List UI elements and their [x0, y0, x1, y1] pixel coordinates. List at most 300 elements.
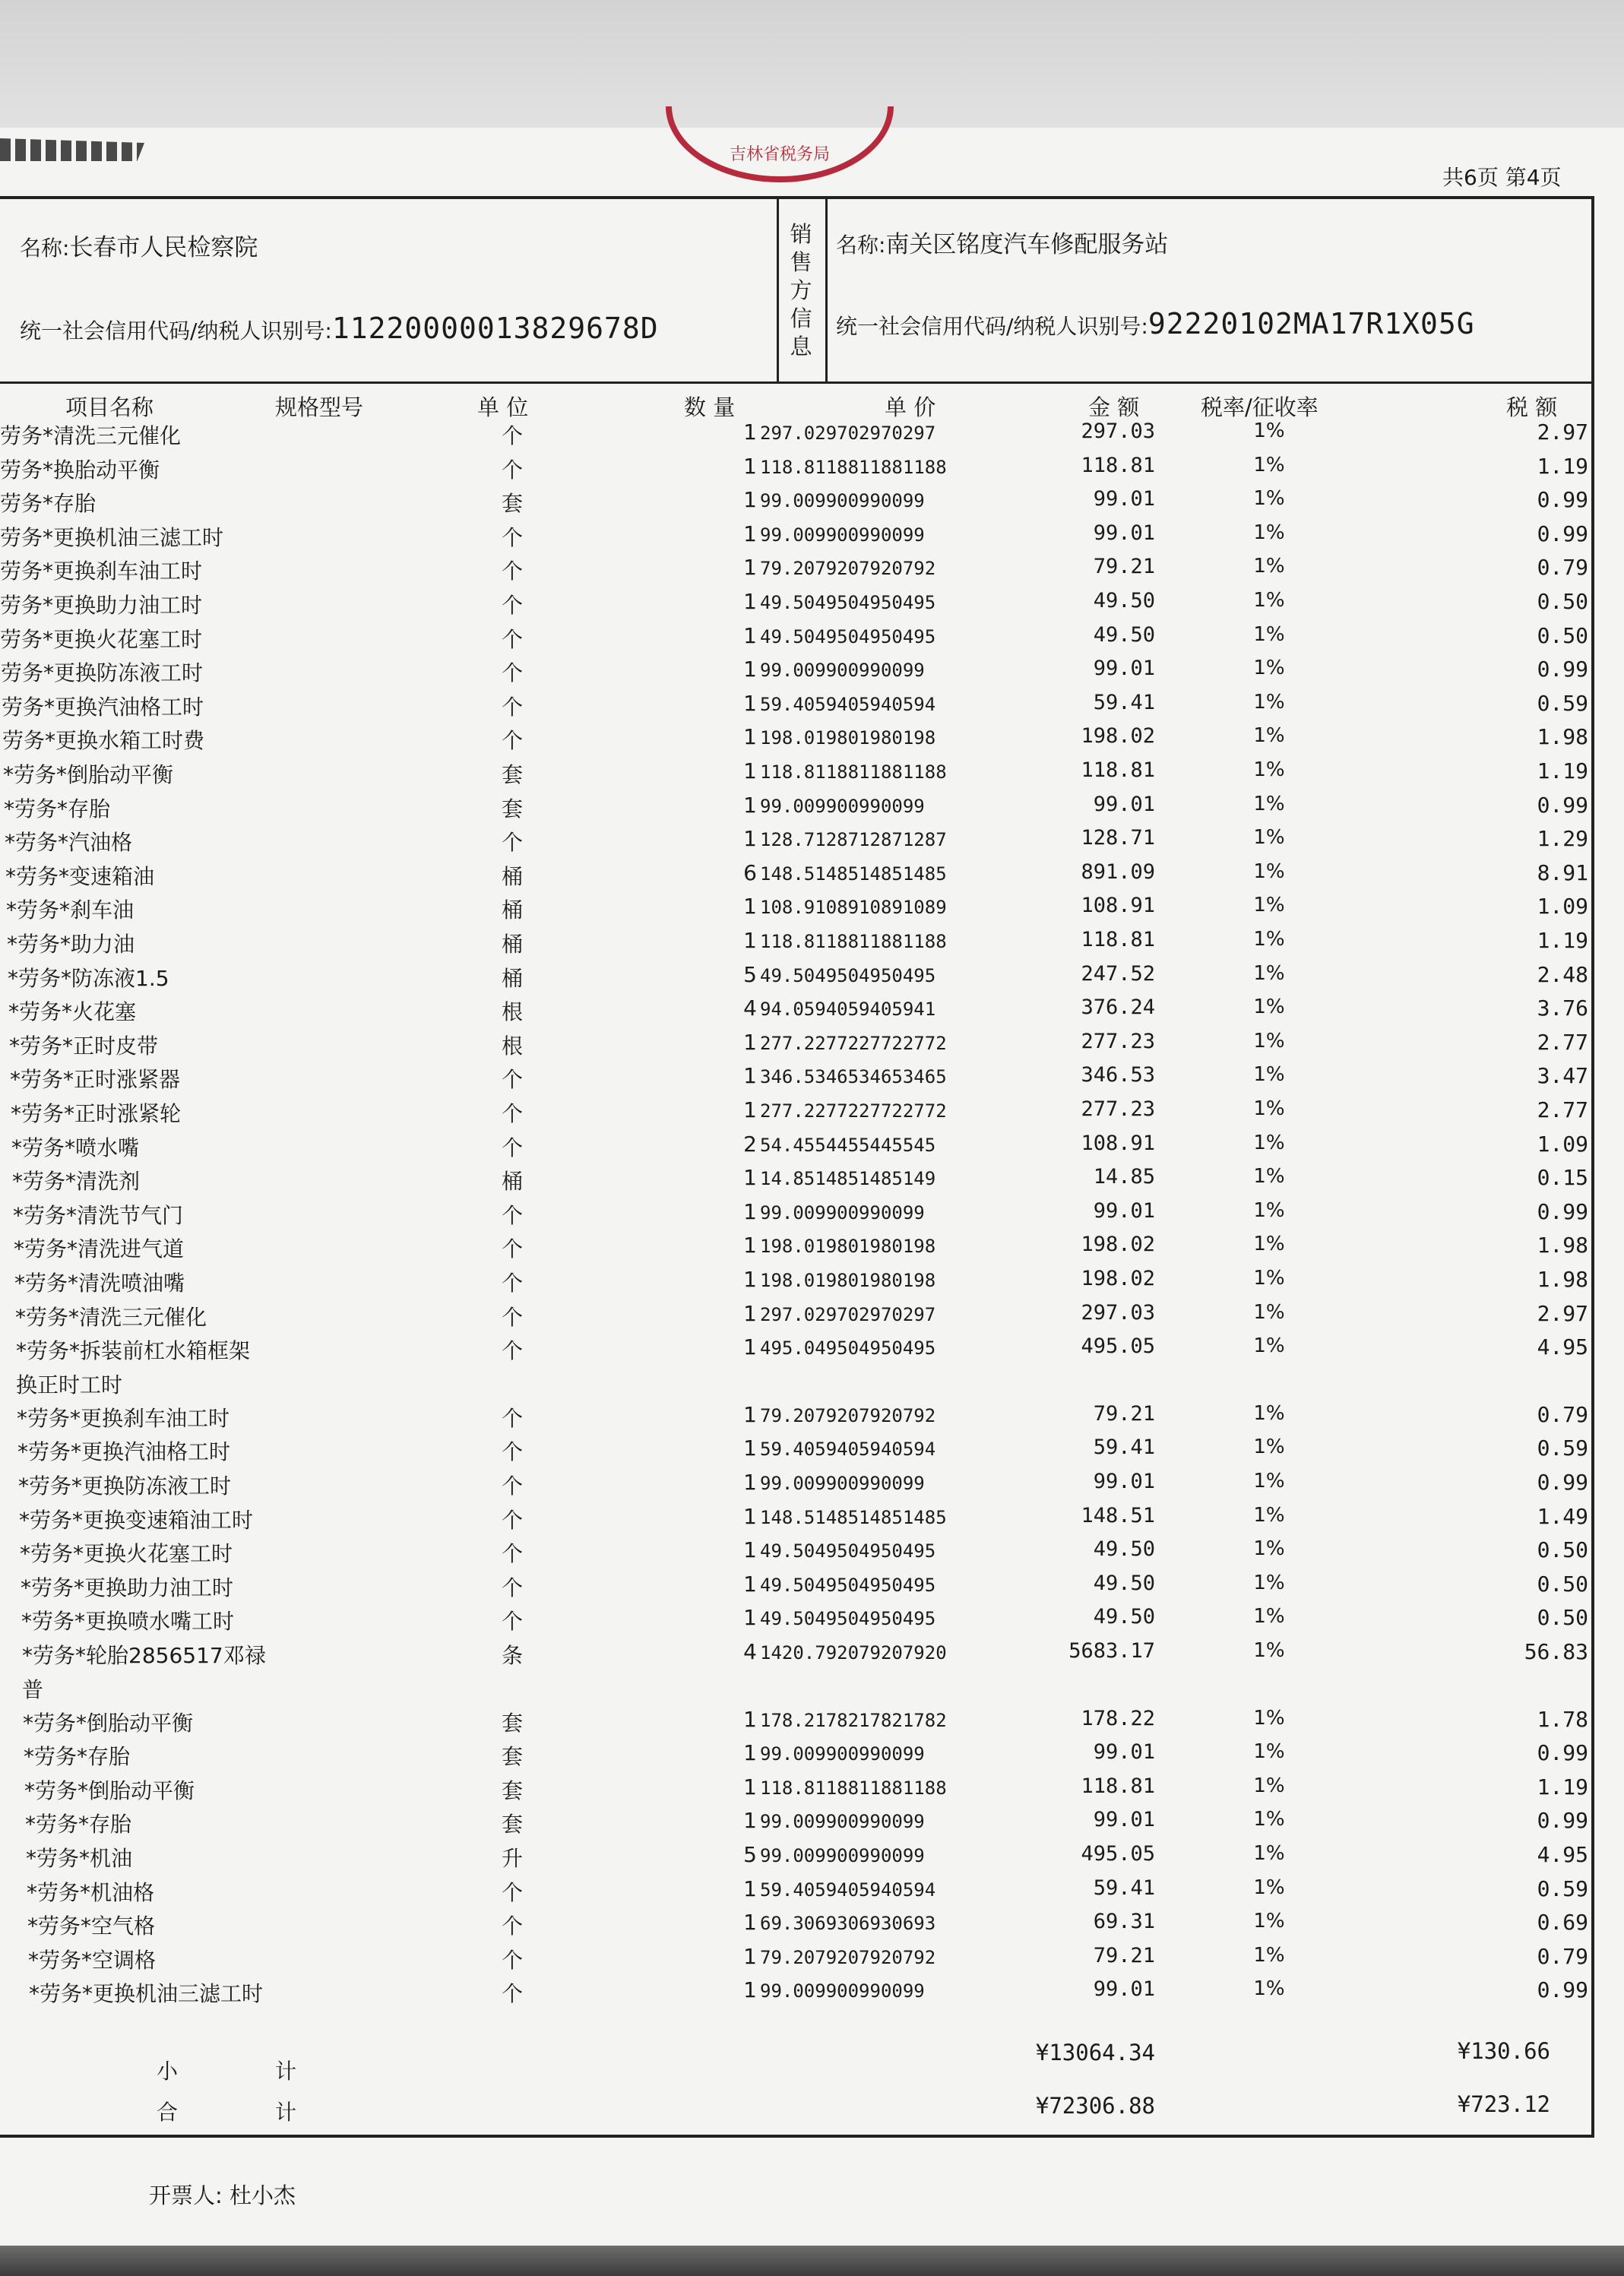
item-qty: 1: [743, 657, 757, 682]
item-unit: 个: [502, 1439, 524, 1464]
item-tax: 2.97: [1537, 419, 1588, 445]
table-row: [0, 1301, 1624, 1334]
item-qty: 1: [743, 1944, 757, 1969]
item-rate: 1%: [1253, 1572, 1285, 1594]
item-tax: 1.29: [1537, 826, 1588, 851]
issuer-name: 杜小杰: [230, 2183, 296, 2208]
table-row: [0, 826, 1624, 859]
item-qty: 1: [743, 1504, 757, 1529]
subtotal-tax: ¥130.66: [1457, 2038, 1550, 2064]
item-price: 118.8118811881188: [760, 761, 947, 783]
item-amount: 297.03: [1081, 419, 1155, 443]
item-unit: 个: [502, 1981, 524, 2006]
item-tax: 0.59: [1537, 691, 1588, 716]
table-row: [0, 1639, 1624, 1673]
item-amount: 247.52: [1081, 962, 1155, 986]
item-price: 79.2079207920792: [760, 558, 936, 579]
item-price: 49.5049504950495: [760, 965, 936, 986]
item-price: 99.009900990099: [760, 1473, 925, 1494]
item-qty: 1: [743, 826, 757, 851]
item-qty: 1: [743, 623, 757, 648]
table-row: [0, 657, 1624, 690]
item-amount: 108.91: [1081, 894, 1155, 917]
item-tax: 0.59: [1537, 1876, 1588, 1901]
item-name: 劳务*更换汽油格工时: [2, 695, 204, 720]
item-price: 99.009900990099: [760, 1202, 925, 1223]
item-rate: 1%: [1253, 1707, 1285, 1730]
item-unit: 个: [502, 1880, 524, 1905]
item-tax: 0.50: [1537, 1537, 1588, 1562]
item-amount: 99.01: [1093, 1470, 1155, 1493]
item-price: 1420.792079207920: [760, 1642, 947, 1663]
table-row: [0, 521, 1624, 555]
item-rate: 1%: [1253, 1876, 1285, 1899]
item-price: 99.009900990099: [760, 490, 925, 511]
item-tax: 1.49: [1537, 1504, 1588, 1529]
col-header-unit: 单 位: [477, 394, 529, 420]
item-rate: 1%: [1253, 1639, 1285, 1662]
item-name: *劳务*空气格: [27, 1914, 156, 1939]
item-rate: 1%: [1253, 589, 1285, 612]
table-row: [0, 724, 1624, 758]
item-rate: 1%: [1253, 1199, 1285, 1222]
table-row: [0, 555, 1624, 588]
item-unit: 套: [502, 491, 524, 516]
total-tax: ¥723.12: [1457, 2091, 1550, 2117]
item-unit: 个: [502, 1575, 524, 1600]
item-qty: 1: [743, 1199, 757, 1224]
table-surface-edge: [0, 2246, 1624, 2276]
item-name: *劳务*更换喷水嘴工时: [21, 1609, 235, 1634]
item-qty: 1: [743, 1605, 757, 1630]
item-tax: 2.97: [1537, 1301, 1588, 1326]
item-unit: 个: [502, 1305, 524, 1330]
item-price: 99.009900990099: [760, 660, 925, 681]
item-qty: 4: [743, 1639, 757, 1664]
item-qty: 1: [743, 691, 757, 716]
item-qty: 1: [743, 1740, 757, 1765]
item-qty: 1: [743, 894, 757, 919]
item-amount: 99.01: [1093, 657, 1155, 680]
item-unit: 个: [502, 627, 524, 652]
total-amount: ¥72306.88: [1035, 2093, 1155, 2119]
item-name: 劳务*换胎动平衡: [0, 457, 160, 483]
item-name: 劳务*更换机油三滤工时: [0, 525, 224, 550]
item-tax: 0.99: [1537, 1740, 1588, 1765]
item-amount: 99.01: [1093, 1740, 1155, 1764]
seller-side-label: 销 售 方 信 息: [790, 221, 812, 359]
seller-name: 南关区铭度汽车修配服务站: [885, 231, 1169, 258]
item-qty: 1: [743, 1097, 757, 1122]
table-row: [0, 1605, 1624, 1638]
item-tax: 1.98: [1537, 1233, 1588, 1258]
item-amount: 49.50: [1093, 589, 1155, 613]
table-row: [0, 1470, 1624, 1503]
item-price: 99.009900990099: [760, 1980, 925, 2002]
item-qty: 1: [743, 1334, 757, 1360]
item-name: *劳务*更换刹车油工时: [17, 1406, 230, 1431]
item-price: 198.019801980198: [760, 1270, 936, 1291]
item-qty: 1: [743, 589, 757, 614]
item-tax: 0.99: [1537, 1470, 1588, 1495]
item-tax: 0.99: [1537, 521, 1588, 546]
item-price: 118.8118811881188: [760, 931, 947, 952]
item-price: 198.019801980198: [760, 727, 936, 749]
item-unit: 个: [502, 525, 524, 550]
item-name: *劳务*清洗节气门: [13, 1203, 184, 1228]
item-tax: 0.15: [1537, 1165, 1588, 1190]
item-tax: 1.98: [1537, 1267, 1588, 1292]
item-name: *劳务*更换助力油工时: [21, 1575, 234, 1600]
item-price: 148.5148514851485: [760, 863, 947, 885]
table-row: [0, 793, 1624, 826]
item-amount: 14.85: [1093, 1165, 1155, 1189]
item-amount: 99.01: [1093, 1808, 1155, 1831]
item-amount: 99.01: [1093, 521, 1155, 545]
table-row: [0, 419, 1624, 453]
item-qty: 1: [743, 555, 757, 580]
item-price: 54.4554455445545: [760, 1135, 936, 1156]
item-price: 198.019801980198: [760, 1236, 936, 1257]
party-divider-v1: [777, 198, 779, 383]
item-amount: 108.91: [1081, 1132, 1155, 1155]
item-qty: 1: [743, 419, 757, 445]
seller-code-line: 统一社会信用代码/纳税人识别号:92220102MA17R1X05G: [836, 307, 1475, 340]
table-row: [0, 1774, 1624, 1808]
table-row: [0, 691, 1624, 724]
item-amount: 198.02: [1081, 724, 1155, 748]
item-qty: 1: [743, 1876, 757, 1901]
item-qty: 1: [743, 1774, 757, 1800]
item-name: 劳务*更换水箱工时费: [2, 728, 205, 753]
item-name: *劳务*存胎: [4, 796, 111, 821]
item-qty: 1: [743, 521, 757, 546]
buyer-name: 长春市人民检察院: [69, 234, 258, 261]
item-qty: 1: [743, 758, 757, 783]
table-row: [0, 487, 1624, 521]
item-tax: 56.83: [1524, 1639, 1588, 1664]
item-name: *劳务*清洗剂: [12, 1169, 141, 1194]
item-rate: 1%: [1253, 1740, 1285, 1763]
item-rate: 1%: [1253, 1470, 1285, 1493]
col-header-rate: 税率/征收率: [1201, 394, 1319, 420]
item-price: 99.009900990099: [760, 1811, 925, 1832]
table-row: [0, 1537, 1624, 1571]
party-divider-v2: [825, 198, 828, 383]
item-name: 劳务*更换防冻液工时: [1, 660, 204, 685]
item-amount: 198.02: [1081, 1233, 1155, 1256]
item-price: 79.2079207920792: [760, 1947, 936, 1968]
item-unit: 个: [502, 559, 524, 584]
item-qty: 1: [743, 487, 757, 512]
item-amount: 99.01: [1093, 1199, 1155, 1223]
item-tax: 1.09: [1537, 894, 1588, 919]
item-price: 297.029702970297: [760, 423, 936, 444]
table-row: [0, 1132, 1624, 1165]
item-tax: 2.48: [1537, 962, 1588, 987]
item-rate: 1%: [1253, 1402, 1285, 1425]
item-price: 495.049504950495: [760, 1337, 936, 1359]
item-unit: 个: [502, 1609, 524, 1634]
item-amount: 277.23: [1081, 1030, 1155, 1053]
item-rate: 1%: [1253, 1504, 1285, 1527]
item-name: *劳务*更换机油三滤工时: [29, 1981, 264, 2006]
item-amount: 376.24: [1081, 996, 1155, 1019]
item-name: 劳务*更换火花塞工时: [0, 627, 203, 652]
item-unit: 个: [502, 1948, 524, 1973]
table-row: [0, 1402, 1624, 1436]
item-rate: 1%: [1253, 623, 1285, 646]
table-row: [0, 1910, 1624, 1943]
item-unit: 套: [502, 1744, 524, 1769]
item-name: *劳务*更换变速箱油工时: [19, 1508, 254, 1533]
item-tax: 1.09: [1537, 1132, 1588, 1157]
table-row: [0, 1876, 1624, 1910]
item-amount: 99.01: [1093, 793, 1155, 816]
item-name-continued: 换正时工时: [16, 1372, 123, 1398]
item-unit: 个: [502, 1338, 524, 1363]
item-qty: 1: [743, 1707, 757, 1732]
col-header-qty: 数 量: [684, 394, 736, 420]
item-rate: 1%: [1253, 928, 1285, 951]
item-price: 59.4059405940594: [760, 1439, 936, 1460]
item-unit: 桶: [502, 897, 524, 923]
item-unit: 根: [502, 1034, 524, 1059]
table-row: [0, 928, 1624, 961]
item-rate: 1%: [1253, 1808, 1285, 1831]
item-price: 128.7128712871287: [760, 829, 947, 850]
item-rate: 1%: [1253, 996, 1285, 1018]
item-name: *劳务*火花塞: [8, 999, 137, 1024]
item-unit: 个: [502, 1508, 524, 1533]
item-amount: 118.81: [1081, 454, 1155, 477]
item-unit: 桶: [502, 1169, 524, 1194]
item-name: *劳务*倒胎动平衡: [24, 1778, 195, 1803]
seal-text: 吉林省税务局: [729, 145, 830, 164]
item-rate: 1%: [1253, 487, 1285, 510]
item-amount: 891.09: [1081, 860, 1155, 884]
table-row: [0, 1740, 1624, 1774]
item-amount: 49.50: [1093, 1572, 1155, 1595]
item-price: 99.009900990099: [760, 1845, 925, 1866]
item-unit: 套: [502, 796, 524, 821]
item-unit: 个: [502, 1135, 524, 1160]
table-row: [0, 894, 1624, 927]
item-qty: 1: [743, 454, 757, 479]
item-name: *劳务*刹车油: [6, 897, 135, 923]
issuer-label: 开票人:: [149, 2183, 223, 2208]
item-amount: 128.71: [1081, 826, 1155, 850]
item-tax: 8.91: [1537, 860, 1588, 885]
item-tax: 0.69: [1537, 1910, 1588, 1935]
item-rate: 1%: [1253, 1910, 1285, 1933]
table-row: [0, 1504, 1624, 1537]
item-unit: 桶: [502, 932, 524, 957]
item-unit: 个: [502, 1236, 524, 1261]
issuer-line: [149, 2179, 296, 2210]
table-row: [0, 1334, 1624, 1368]
item-qty: 1: [743, 793, 757, 818]
item-rate: 1%: [1253, 521, 1285, 544]
table-row: [0, 758, 1624, 792]
item-price: 346.5346534653465: [760, 1066, 947, 1087]
item-amount: 178.22: [1081, 1707, 1155, 1730]
item-name: *劳务*汽油格: [5, 830, 133, 855]
item-tax: 1.19: [1537, 454, 1588, 479]
item-amount: 5683.17: [1068, 1639, 1155, 1663]
item-price: 14.8514851485149: [760, 1168, 936, 1189]
item-qty: 1: [743, 1402, 757, 1427]
item-tax: 0.99: [1537, 487, 1588, 512]
item-tax: 0.50: [1537, 589, 1588, 614]
item-tax: 0.79: [1537, 1944, 1588, 1969]
table-row: [0, 1165, 1624, 1198]
table-row: [0, 1030, 1624, 1063]
item-name: *劳务*存胎: [24, 1744, 131, 1769]
col-header-item: 项目名称: [65, 394, 154, 420]
item-name: *劳务*助力油: [7, 932, 135, 957]
item-price: 297.029702970297: [760, 1304, 936, 1325]
item-price: 49.5049504950495: [760, 592, 936, 613]
item-amount: 79.21: [1093, 1944, 1155, 1967]
item-amount: 118.81: [1081, 1774, 1155, 1798]
item-unit: 个: [502, 1101, 524, 1126]
item-amount: 49.50: [1093, 623, 1155, 647]
item-rate: 1%: [1253, 1842, 1285, 1865]
item-unit: 条: [502, 1643, 524, 1668]
item-qty: 1: [743, 1470, 757, 1495]
item-price: 277.2277227722772: [760, 1100, 947, 1122]
item-amount: 277.23: [1081, 1097, 1155, 1121]
item-tax: 0.50: [1537, 623, 1588, 648]
item-rate: 1%: [1253, 1233, 1285, 1255]
item-qty: 1: [743, 1436, 757, 1461]
total-label-b: 计: [275, 2100, 297, 2125]
item-price: 277.2277227722772: [760, 1033, 947, 1054]
item-amount: 99.01: [1093, 1977, 1155, 2001]
item-amount: 69.31: [1093, 1910, 1155, 1933]
item-price: 94.0594059405941: [760, 999, 936, 1020]
col-header-price: 单 价: [885, 394, 936, 420]
item-price: 108.9108910891089: [760, 897, 947, 918]
item-rate: 1%: [1253, 1097, 1285, 1120]
buyer-name-line: 名称:长春市人民检察院: [20, 234, 258, 261]
item-tax: 3.76: [1537, 996, 1588, 1021]
item-name: *劳务*清洗进气道: [14, 1236, 185, 1261]
item-unit: 个: [502, 728, 524, 753]
table-row: [0, 1707, 1624, 1740]
item-name: *劳务*更换火花塞工时: [20, 1541, 233, 1566]
item-unit: 套: [502, 1711, 524, 1736]
table-row: [0, 1808, 1624, 1841]
item-qty: 4: [743, 996, 757, 1021]
item-tax: 0.99: [1537, 657, 1588, 682]
table-row: [0, 962, 1624, 996]
item-price: 69.3069306930693: [760, 1913, 936, 1934]
item-tax: 0.99: [1537, 793, 1588, 818]
item-qty: 1: [743, 1267, 757, 1292]
item-price: 118.8118811881188: [760, 457, 947, 478]
item-amount: 59.41: [1093, 691, 1155, 714]
item-qty: 6: [743, 860, 757, 885]
item-amount: 49.50: [1093, 1605, 1155, 1629]
item-amount: 118.81: [1081, 928, 1155, 951]
item-name: *劳务*空调格: [28, 1948, 157, 1973]
item-name: *劳务*更换汽油格工时: [17, 1439, 231, 1464]
item-price: 49.5049504950495: [760, 1540, 936, 1562]
item-price: 118.8118811881188: [760, 1777, 947, 1799]
table-row: [0, 1097, 1624, 1131]
item-name: *劳务*清洗喷油嘴: [14, 1271, 185, 1296]
item-amount: 148.51: [1081, 1504, 1155, 1527]
item-qty: 1: [743, 1808, 757, 1833]
item-unit: 套: [502, 1812, 524, 1837]
buyer-code-line: 统一社会信用代码/纳税人识别号:11220000013829678D: [20, 312, 659, 345]
item-amount: 79.21: [1093, 555, 1155, 578]
item-tax: 0.50: [1537, 1605, 1588, 1630]
table-row: [0, 1233, 1624, 1266]
item-tax: 0.50: [1537, 1572, 1588, 1597]
item-amount: 59.41: [1093, 1436, 1155, 1459]
table-row: [0, 1436, 1624, 1469]
subtotal-amount: ¥13064.34: [1035, 2040, 1155, 2065]
subtotal-label-b: 计: [275, 2059, 297, 2084]
item-rate: 1%: [1253, 1165, 1285, 1188]
item-rate: 1%: [1253, 826, 1285, 849]
table-row: [0, 1063, 1624, 1097]
item-qty: 1: [743, 1977, 757, 2002]
item-price: 178.2178217821782: [760, 1710, 947, 1731]
item-rate: 1%: [1253, 1334, 1285, 1357]
table-row: [0, 454, 1624, 487]
item-qty: 1: [743, 1910, 757, 1935]
item-rate: 1%: [1253, 1030, 1285, 1053]
item-rate: 1%: [1253, 691, 1285, 714]
item-tax: 1.98: [1537, 724, 1588, 749]
item-amount: 99.01: [1093, 487, 1155, 511]
item-qty: 5: [743, 1842, 757, 1867]
item-amount: 79.21: [1093, 1402, 1155, 1426]
item-rate: 1%: [1253, 657, 1285, 679]
table-row: [0, 589, 1624, 622]
item-name: 劳务*存胎: [0, 491, 97, 516]
item-amount: 49.50: [1093, 1537, 1155, 1561]
total-label-a: 合: [157, 2100, 179, 2125]
item-rate: 1%: [1253, 894, 1285, 916]
item-tax: 1.19: [1537, 758, 1588, 783]
item-tax: 3.47: [1537, 1063, 1588, 1088]
item-price: 49.5049504950495: [760, 626, 936, 647]
item-tax: 0.59: [1537, 1436, 1588, 1461]
item-rate: 1%: [1253, 1063, 1285, 1086]
item-qty: 1: [743, 724, 757, 749]
item-tax: 0.99: [1537, 1808, 1588, 1833]
buyer-tax-code: 11220000013829678D: [331, 312, 659, 345]
item-unit: 套: [502, 1778, 524, 1803]
item-unit: 个: [502, 423, 524, 448]
item-amount: 495.05: [1081, 1334, 1155, 1358]
table-row: [0, 623, 1624, 657]
item-tax: 0.99: [1537, 1199, 1588, 1224]
table-row: [0, 1572, 1624, 1605]
item-price: 99.009900990099: [760, 1743, 925, 1765]
item-unit: 个: [502, 1067, 524, 1092]
item-name: *劳务*更换防冻液工时: [18, 1474, 232, 1499]
item-rate: 1%: [1253, 555, 1285, 578]
item-rate: 1%: [1253, 860, 1285, 883]
item-qty: 1: [743, 1537, 757, 1562]
item-rate: 1%: [1253, 962, 1285, 985]
